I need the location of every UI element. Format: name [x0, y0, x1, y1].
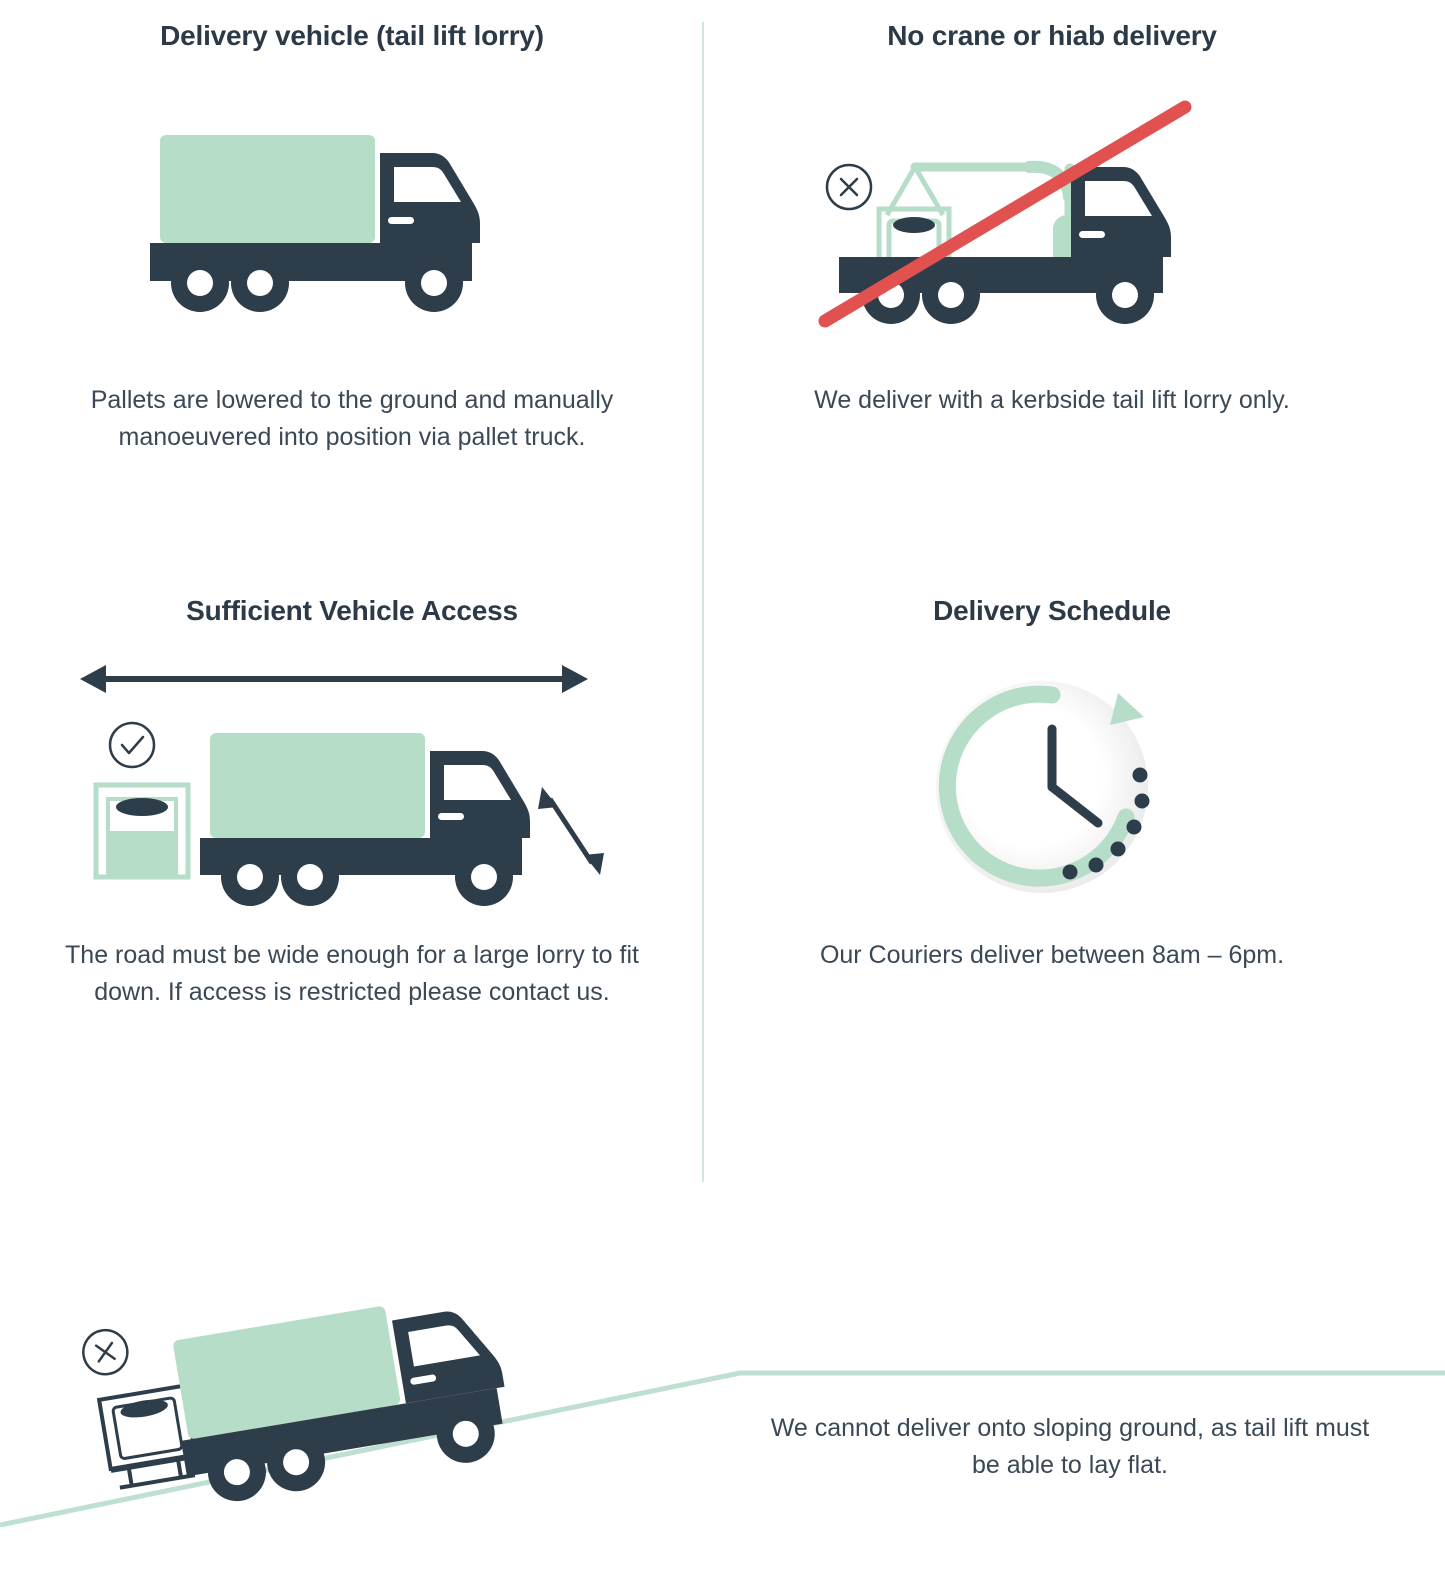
panel-delivery-schedule [722, 595, 1382, 974]
panel-caption: Pallets are lowered to the ground and manually manoeuvered into position via pallet truck. [90, 386, 614, 451]
panel-no-crane [722, 20, 1382, 419]
cross-badge [80, 1327, 131, 1378]
panel-delivery-vehicle [22, 20, 682, 456]
panel-sloping-ground [0, 1185, 1445, 1585]
panel-caption: We deliver with a kerbside tail lift lorry only. [814, 386, 1290, 414]
panel-heading: No crane or hiab delivery [887, 20, 1217, 51]
tail-lift-lorry-icon [22, 62, 682, 382]
cross-badge [827, 165, 871, 209]
panel-caption: Our Couriers deliver between 8am – 6pm. [819, 941, 1285, 969]
panel-vehicle-access [22, 595, 682, 1011]
panel-heading: Sufficient Vehicle Access [186, 595, 518, 626]
panel-caption: We cannot deliver onto sloping ground, as tail lift must be able to lay flat. [770, 1414, 1370, 1479]
clock-icon [722, 637, 1382, 937]
panel-caption: The road must be wide enough for a large lorry to fit down. If access is restricted please contact us. [65, 941, 639, 1006]
crane-lorry-crossed-out-icon [722, 62, 1382, 382]
vertical-divider [702, 22, 704, 1182]
panel-heading: Delivery Schedule [933, 595, 1171, 626]
check-badge [110, 723, 154, 767]
panel-heading: Delivery vehicle (tail lift lorry) [160, 20, 544, 51]
lorry-with-width-arrows-icon [22, 637, 682, 937]
